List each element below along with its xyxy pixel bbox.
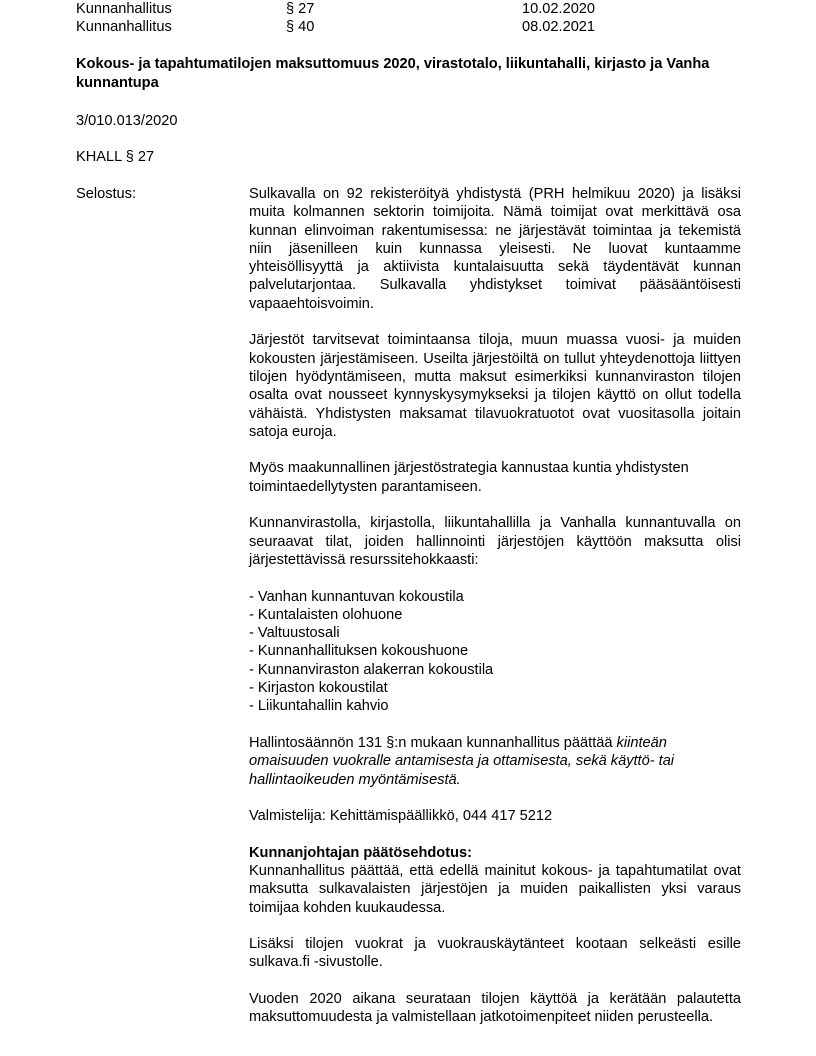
history-section: § 27 bbox=[286, 1, 315, 17]
list-item: - Kunnanviraston alakerran kokoustila bbox=[249, 661, 494, 678]
history-body: Kunnanhallitus bbox=[76, 1, 172, 17]
selostus-label: Selostus: bbox=[76, 186, 137, 202]
history-body: Kunnanhallitus bbox=[76, 19, 172, 35]
history-date: 08.02.2021 bbox=[522, 19, 596, 35]
paragraph: Sulkavalla on 92 rekisteröityä yhdistystä (PRH helmikuu 2020) ja lisäksi muita kolmannen sektorin toimijoita. Nämä toimijat ovat merkittävä osa kunnan elinvoiman rakentumisessa: ne järjestävät toimintaa ja tekemistä niin jäsenilleen kuin kunnassa yleisesti. Ne luovat kuntaamme yhteisöllisyyttä ja aktiivista kuntalaisuutta sekä täydentävät kunnan palvelutarjontaa. Sulkavalla yhdistykset toimivat pääsääntöisesti vapaaehtoisvoimin. bbox=[249, 186, 741, 312]
record-number: 3/010.013/2020 bbox=[76, 113, 178, 129]
paragraph: Lisäksi tilojen vuokrat ja vuokrauskäytänteet kootaan selkeästi esille sulkava.fi -sivustolle. bbox=[249, 936, 741, 971]
list-item: - Kirjaston kokoustilat bbox=[249, 680, 388, 697]
list-item: - Vanhan kunnantuvan kokoustila bbox=[249, 588, 464, 605]
history-section: § 40 bbox=[286, 19, 315, 35]
list-item: - Kunnanhallituksen kokoushuone bbox=[249, 643, 469, 660]
proposal-heading: Kunnanjohtajan päätösehdotus: bbox=[249, 844, 472, 861]
document-body bbox=[249, 185, 741, 1027]
regulation-text: Hallintosäännön 131 §:n mukaan kunnanhallitus päättää bbox=[249, 734, 617, 751]
regulation-paragraph bbox=[249, 734, 741, 789]
paragraph: Järjestöt tarvitsevat toimintaansa tiloja, muun muassa vuosi- ja muiden kokousten järjestämiseen. Useilta järjestöiltä on tullut yhteydenottoja liittyen tilojen hyödyntämiseen, mutta maksut esimerkiksi kunnanviraston tilojen osalta ovat nousseet kynnyskysymykseksi ja tilojen käyttö on ollut todella vähäistä. Yhdistysten maksamat tilavuokratuotot ovat vuositasolla joitain satoja euroja. bbox=[249, 332, 741, 440]
paragraph: Kunnanvirastolla, kirjastolla, liikuntahallilla ja Vanhalla kunnantuvalla on seuraavat tilat, joiden hallinnointi järjestöjen käyttöön maksutta olisi järjestettävissä resurssitehokkaasti: bbox=[249, 515, 741, 568]
regulation-quote: kiinteän omaisuuden vuokralle antamisesta ja ottamisesta, sekä käyttö- tai hallintaoikeuden myöntämisestä. bbox=[249, 734, 675, 788]
proposal-text: Kunnanhallitus päättää, että edellä mainitut kokous- ja tapahtumatilat ovat maksutta sulkavalaisten järjestöjen ja muiden paikallisten yksi varaus toimijaa kohden kuukaudessa. bbox=[249, 862, 741, 916]
document-title: Kokous- ja tapahtumatilojen maksuttomuus 2020, virastotalo, liikuntahalli, kirjasto ja Vanha kunnantupa bbox=[76, 56, 710, 91]
list-item: - Liikuntahallin kahvio bbox=[249, 698, 389, 715]
list-item: - Valtuustosali bbox=[249, 625, 340, 642]
section-reference: KHALL § 27 bbox=[76, 149, 155, 165]
facility-list bbox=[249, 588, 741, 716]
list-item: - Kuntalaisten olohuone bbox=[249, 606, 403, 623]
paragraph: Myös maakunnallinen järjestöstrategia kannustaa kuntia yhdistysten toimintaedellytysten parantamiseen. bbox=[249, 460, 689, 495]
paragraph: Vuoden 2020 aikana seurataan tilojen käyttöä ja kerätään palautetta maksuttomuudesta ja valmistellaan jatkotoimenpiteet niiden perusteella. bbox=[249, 991, 741, 1026]
preparer: Valmistelija: Kehittämispäällikkö, 044 417 5212 bbox=[249, 808, 553, 825]
history-date: 10.02.2020 bbox=[522, 1, 596, 17]
